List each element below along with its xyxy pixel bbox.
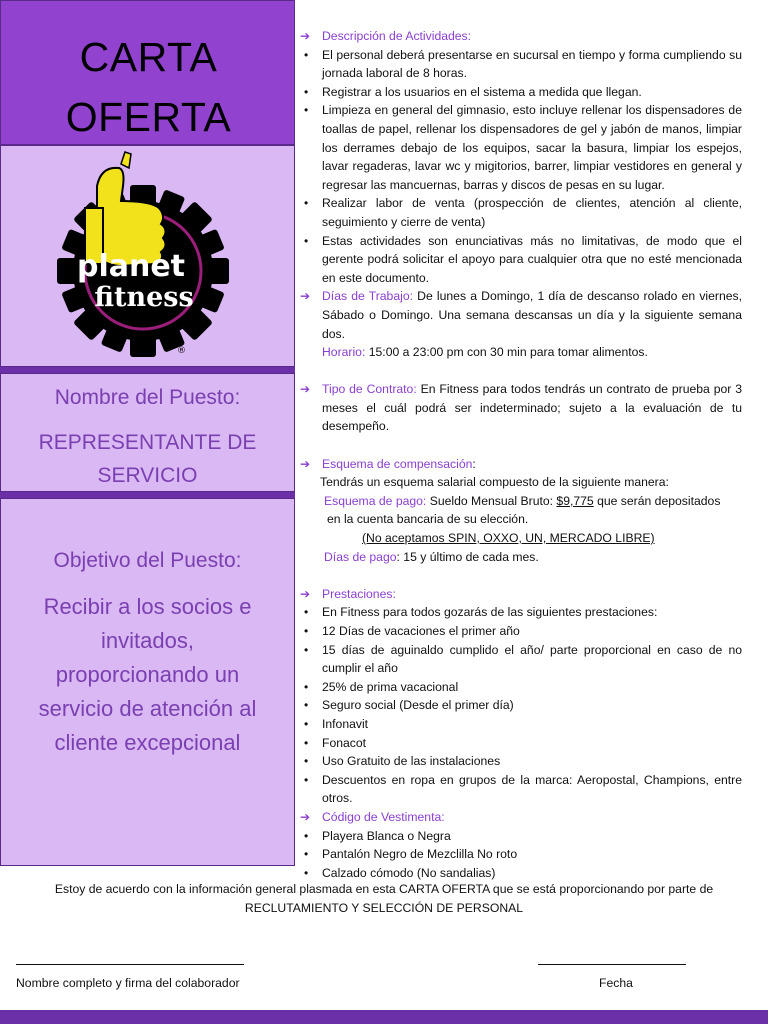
list-item-text: Seguro social (Desde el primer día)	[322, 698, 514, 713]
bullet-icon: •	[304, 103, 309, 118]
compensacion-colon: :	[472, 456, 476, 471]
list-item-text: Playera Blanca o Negra	[322, 828, 451, 843]
list-item	[300, 83, 742, 102]
list-item-text: 15 días de aguinaldo cumplido el año/ parte proporcional en caso de no cumplir el año	[322, 642, 742, 676]
compensacion-header-row	[300, 455, 742, 474]
prestaciones-header: Prestaciones:	[322, 586, 396, 601]
pago-row	[300, 492, 742, 511]
objetivo-label: Objetivo del Puesto:	[53, 549, 242, 572]
bullet-icon: •	[304, 47, 309, 62]
bullet-icon: •	[304, 716, 309, 731]
puesto-value-line-2: SERVICIO	[97, 464, 198, 487]
objetivo-line: Recibir a los socios e	[43, 594, 252, 619]
logo-word-fitness: fitness	[94, 282, 194, 313]
arrow-right-icon: ➔	[300, 29, 311, 43]
list-item-text: Calzado cómodo (No sandalias)	[322, 865, 496, 880]
bullet-icon: •	[304, 196, 309, 211]
bullet-icon: •	[304, 828, 309, 843]
dias-pago-row	[300, 548, 742, 567]
objetivo-box	[0, 498, 295, 866]
contrato-text: En Fitness para todos tendrás un contrato de prueba por 3 meses el cuál podrá ser indeterminado; sujeto a la evaluación de tu desempeño.	[322, 382, 742, 434]
list-item-text: Descuentos en ropa en grupos de la marca: Aeropostal, Champions, entre otros.	[322, 772, 742, 806]
list-item-text: El personal deberá presentarse en sucursal en tiempo y forma cumpliendo su jornada laboral de 8 horas.	[322, 47, 742, 81]
pago-line-2: en la cuenta bancaria de su elección.	[327, 512, 529, 527]
list-item-text: Realizar labor de venta (prospección de clientes, atención al cliente, seguimiento y cierre de venta)	[322, 196, 742, 229]
list-item	[300, 734, 742, 753]
title-line-1: CARTA	[79, 34, 218, 80]
arrow-right-icon: ➔	[300, 382, 311, 397]
list-item	[300, 845, 742, 864]
logo-box	[0, 145, 295, 367]
bottom-bar	[0, 1010, 768, 1024]
agreement-text: Estoy de acuerdo con la información general plasmada en esta CARTA OFERTA que se está proporcionando por parte de RECLUTAMIENTO Y SELECCIÓN DE PERSONAL	[54, 882, 714, 915]
bullet-icon: •	[304, 698, 309, 713]
list-item-text: Limpieza en general del gimnasio, esto incluye rellenar los dispensadores de toallas de papel, rellenar los dispensadores de gel y jabón de manos, limpiar los derrames debajo de los equipos, sacar la basura, limpiar los espejos, lavar regaderas, lavar wc y migitorios, barrer, limpiar vestidores en general y regresar las mancuernas, barras y discos de pesas en su lugar.	[322, 103, 742, 192]
logo-registered: ®	[177, 346, 186, 356]
puesto-value-line-1: REPRESENTANTE DE	[38, 431, 257, 454]
list-item	[300, 194, 742, 231]
list-item	[300, 603, 742, 622]
dias-trabajo-text: De lunes a Domingo, 1 día de descanso rolado en viernes, Sábado o Domingo. Una semana descansas un día y la siguiente semana dos.	[322, 289, 742, 341]
list-item-text: Fonacot	[322, 735, 367, 750]
prestaciones-header-row	[300, 585, 742, 604]
planet-fitness-logo	[1, 146, 296, 368]
actividades-header: Descripción de Actividades:	[322, 29, 472, 43]
signature-label: Nombre completo y firma del colaborador	[16, 976, 240, 990]
dias-pago-text: : 15 y último de cada mes.	[396, 549, 539, 564]
title-box	[0, 0, 295, 145]
arrow-right-icon: ➔	[300, 289, 311, 304]
bullet-icon: •	[304, 84, 309, 99]
list-item-text: 25% de prima vacacional	[322, 679, 459, 694]
vestimenta-header-row	[300, 808, 742, 827]
bullet-icon: •	[304, 624, 309, 638]
list-item	[300, 641, 742, 678]
bullet-icon: •	[304, 754, 309, 769]
list-item-text: Uso Gratuito de las instalaciones	[322, 754, 501, 769]
horario-row	[300, 343, 742, 362]
bullet-icon: •	[304, 233, 309, 248]
bullet-icon: •	[304, 847, 309, 862]
contrato-row	[300, 380, 742, 436]
list-item	[300, 752, 742, 771]
compensacion-intro: Tendrás un esquema salarial compuesto de la siguiente manera:	[320, 475, 669, 490]
list-item-text: Pantalón Negro de Mezclilla No roto	[322, 847, 518, 862]
list-item	[300, 827, 742, 846]
list-item-text: Registrar a los usuarios en el sistema a medida que llegan.	[322, 84, 642, 99]
bullet-icon: •	[304, 605, 309, 620]
actividades-header-row	[300, 27, 742, 46]
arrow-right-icon: ➔	[300, 586, 311, 601]
spacer	[300, 436, 742, 455]
list-item	[300, 46, 742, 83]
list-item	[300, 715, 742, 734]
contrato-label: Tipo de Contrato:	[322, 382, 417, 397]
bullet-icon: •	[304, 679, 309, 694]
offer-details	[300, 27, 742, 882]
pago-amount: $9,775	[556, 493, 594, 508]
vestimenta-header: Código de Vestimenta:	[322, 809, 445, 824]
pago-label: Esquema de pago:	[324, 493, 427, 508]
bullet-icon: •	[304, 772, 309, 787]
list-item-text: En Fitness para todos gozarás de las siguientes prestaciones:	[322, 605, 658, 620]
spacer	[300, 362, 742, 381]
list-item-text: Estas actividades son enunciativas más no limitativas, de modo que el gerente podrá solicitar el apoyo para cualquier otra que no esté mencionada en este documento.	[322, 233, 742, 285]
compensacion-header: Esquema de compensación	[322, 456, 473, 471]
list-item	[300, 771, 742, 808]
bullet-icon: •	[304, 735, 309, 750]
date-line	[538, 964, 686, 965]
bullet-icon: •	[304, 865, 309, 880]
list-item	[300, 696, 742, 715]
arrow-right-icon: ➔	[300, 809, 311, 824]
objetivo-line: proporcionando un	[55, 662, 240, 687]
list-item-text: 12 Días de vacaciones el primer año	[322, 624, 520, 638]
dias-trabajo-label: Días de Trabajo:	[322, 289, 413, 304]
list-item	[300, 101, 742, 194]
dias-pago-label: Días de pago	[324, 549, 397, 564]
date-label: Fecha	[599, 976, 633, 990]
signature-line	[16, 964, 244, 965]
list-item	[300, 678, 742, 697]
objetivo-line: servicio de atención al	[38, 696, 257, 721]
list-item-text: Infonavit	[322, 716, 369, 731]
arrow-right-icon: ➔	[300, 456, 311, 471]
title-line-2: OFERTA	[65, 94, 232, 140]
list-item	[300, 622, 742, 641]
spacer	[300, 566, 742, 585]
left-column	[0, 0, 295, 866]
pago-post: que serán depositados	[593, 493, 721, 508]
logo-word-planet: planet	[76, 249, 186, 284]
horario-label: Horario:	[322, 345, 366, 360]
pago-pre: Sueldo Mensual Bruto:	[429, 493, 557, 508]
puesto-label: Nombre del Puesto:	[54, 386, 241, 409]
bullet-icon: •	[304, 642, 309, 657]
horario-text: 15:00 a 23:00 pm con 30 min para tomar alimentos.	[368, 345, 648, 360]
objetivo-line: invitados,	[101, 628, 194, 653]
objetivo-line: cliente excepcional	[54, 730, 241, 755]
dias-trabajo-row	[300, 287, 742, 343]
no-aceptamos: (No aceptamos SPIN, OXXO, UN, MERCADO LIBRE)	[362, 531, 655, 546]
list-item	[300, 232, 742, 288]
puesto-box	[0, 373, 295, 492]
